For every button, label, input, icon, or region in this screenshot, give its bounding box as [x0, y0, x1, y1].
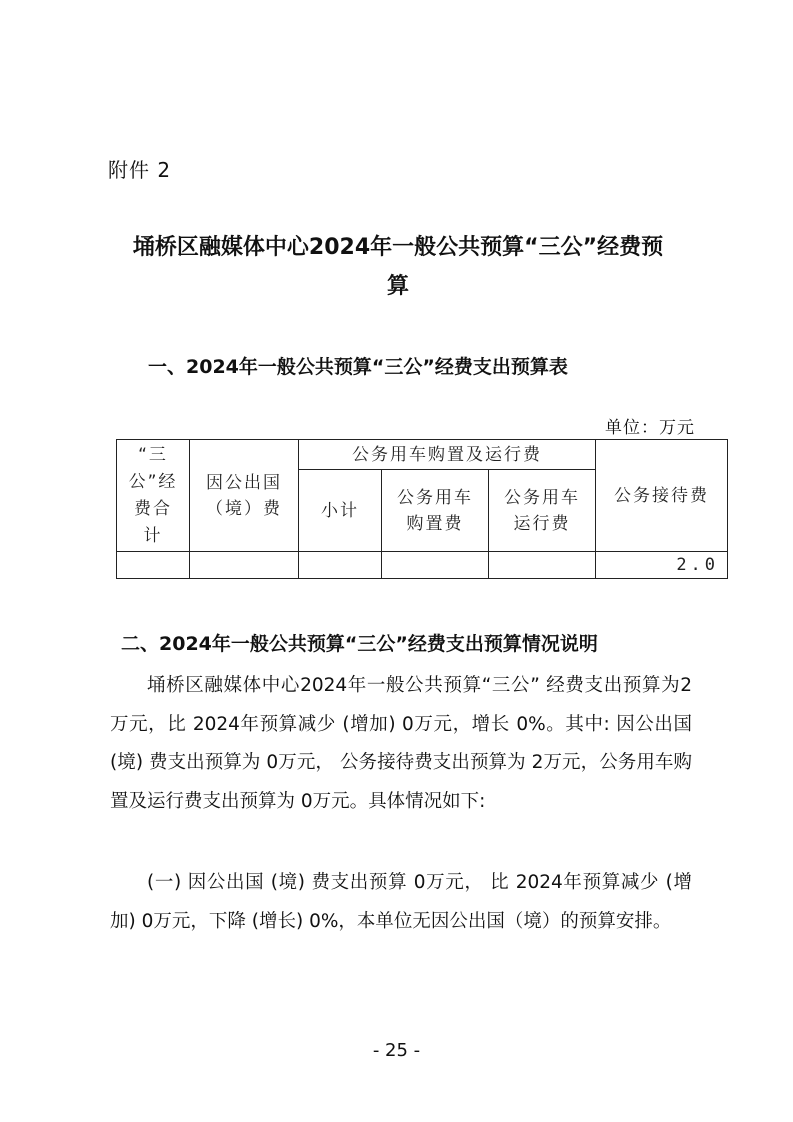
section1-heading: 一、2024年一般公共预算“三公”经费支出预算表 — [148, 356, 568, 378]
header-vehicle-operation: 公务用车运行费 — [504, 487, 581, 534]
header-vehicle-operation-cell — [489, 470, 596, 552]
page-number: - 25 - — [372, 1040, 421, 1061]
header-total: “三公”经费合计 — [128, 444, 178, 546]
attachment-label: 附件 2 — [108, 158, 172, 182]
header-total-cell — [117, 440, 190, 552]
header-vehicle-purchase-cell — [382, 470, 489, 552]
header-reception: 公务接待费 — [596, 440, 728, 552]
header-subtotal: 小计 — [299, 470, 382, 552]
three-public-budget-table — [116, 439, 728, 579]
paragraph-outbound: (一) 因公出国 (境) 费支出预算 0万元， 比 2024年预算减少 (增加) 0万元，下降 (增长) 0%，本单位无因公出国（境）的预算安排。 — [110, 872, 692, 932]
header-outbound: 因公出国（境）费 — [206, 472, 282, 519]
unit-label: 单位：万元 — [605, 418, 695, 438]
cell-total — [117, 552, 190, 579]
cell-vehicle-purchase — [382, 552, 489, 579]
section2-heading: 二、2024年一般公共预算“三公”经费支出预算情况说明 — [121, 633, 598, 655]
header-vehicle-group: 公务用车购置及运行费 — [299, 440, 596, 470]
paragraph-summary: 埇桥区融媒体中心2024年一般公共预算“三公” 经费支出预算为2万元，比 2024年预算减少 (增加) 0万元，增长 0%。其中: 因公出国 (境) 费支出预算为 0万元， 公务接待费支出预算为 2万元，公务用车购置及运行费支出预算为 0万元。具体情况如下: — [110, 675, 692, 812]
cell-subtotal — [299, 552, 382, 579]
document-title: 埇桥区融媒体中心2024年一般公共预算“三公”经费预 — [132, 235, 664, 260]
table-row — [117, 552, 728, 579]
cell-reception: 2.0 — [596, 552, 728, 579]
cell-outbound — [190, 552, 299, 579]
document-title-continuation: 算 — [386, 274, 409, 299]
header-outbound-cell — [190, 440, 299, 552]
header-vehicle-purchase: 公务用车购置费 — [397, 487, 473, 534]
cell-vehicle-operation — [489, 552, 596, 579]
